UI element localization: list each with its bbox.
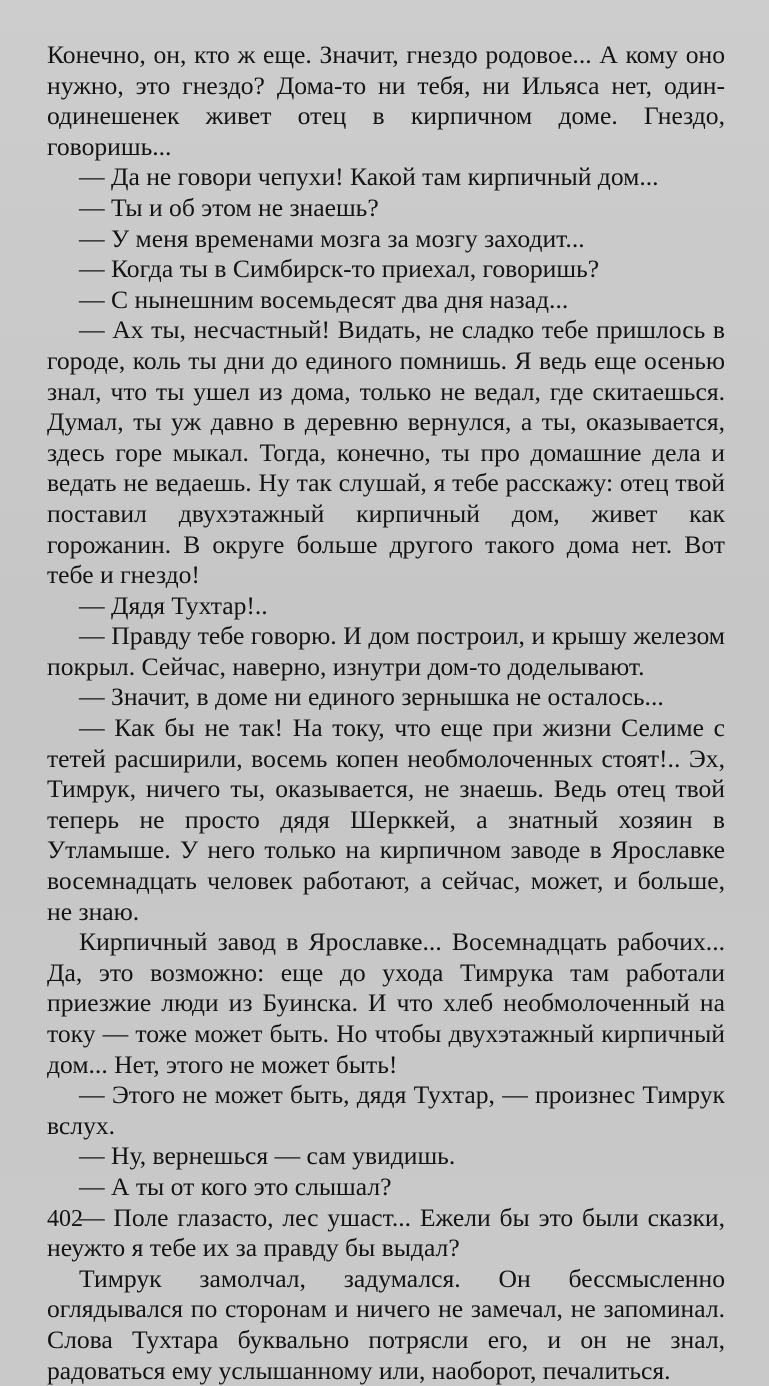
paragraph: — У меня временами мозга за мозгу заходит...: [79, 223, 585, 253]
paragraph: — Как бы не так! На току, что еще при жизни Селиме с тетей расширили, восемь копен необмолоченных стоят!.. Эх, Тимрук, ничего ты, оказывается, не знаешь. Ведь отец твой теперь не просто дядя Шерккей, а знатный хозяин в Утламыше. У него только на кирпичном заводе в Ярославке восемнадцать человек работают, а сейчас, может, и больше, не знаю.: [47, 713, 725, 926]
paragraph: Конечно, он, кто ж еще. Значит, гнездо родовое... А кому оно нужно, это гнездо? Дома-то ни тебя, ни Ильяса нет, один-одинешенек живет отец в кирпичном доме. Гнездо, говоришь...: [47, 40, 725, 161]
paragraph: — Ну, вернешься — сам увидишь.: [79, 1141, 456, 1171]
paragraph: — А ты от кого это слышал?: [79, 1171, 392, 1201]
paragraph: — С нынешним восемьдесят два дня назад...: [79, 284, 569, 314]
paragraph: — Правду тебе говорю. И дом построил, и крышу железом покрыл. Сейчас, наверно, изнутри дом-то доделывают.: [47, 621, 725, 681]
paragraph: — Ты и об этом не знаешь?: [79, 192, 379, 222]
page-number: 402: [47, 1206, 83, 1232]
paragraph: Тимрук замолчал, задумался. Он бессмысленно оглядывался по сторонам и ничего не замечал, не запоминал. Слова Тухтара буквально потрясли его, и он не знал, радоваться ему услышанному или, наоборот, печалиться.: [47, 1263, 725, 1385]
paragraph: — Да не говори чепухи! Какой там кирпичный дом...: [79, 162, 659, 192]
body-text: [47, 40, 725, 1386]
paragraph: — Этого не может быть, дядя Тухтар, — произнес Тимрук вслух.: [47, 1080, 725, 1140]
paragraph: — Поле глазасто, лес ушаст... Ежели бы это были сказки, неужто я тебе их за правду бы выдал?: [47, 1202, 725, 1263]
paragraph: Кирпичный завод в Ярославке... Восемнадцать рабочих... Да, это возможно: еще до ухода Тимрука там работали приезжие люди из Буинска. И что хлеб необмолоченный на току — тоже может быть. Но чтобы двухэтажный кирпичный дом... Нет, этого не может быть!: [47, 927, 725, 1079]
paragraph: — Когда ты в Симбирск-то приехал, говоришь?: [79, 254, 600, 284]
paragraph: — Значит, в доме ни единого зернышка не осталось...: [79, 682, 664, 712]
paragraph: — Дядя Тухтар!..: [79, 590, 268, 620]
paragraph: — Ах ты, несчастный! Видать, не сладко тебе пришлось в городе, коль ты дни до единого помнишь. Я ведь еще осенью знал, что ты ушел из дома, только не ведал, где скитаешься. Думал, ты уж давно в деревню вернулся, а ты, оказывается, здесь горе мыкал. Тогда, конечно, ты про домашние дела и ведать не ведаешь. Ну так слушай, я тебе расскажу: отец твой поставил двухэтажный кирпичный дом, живет как горожанин. В округе больше другого такого дома нет. Вот тебе и гнездо!: [47, 315, 725, 590]
